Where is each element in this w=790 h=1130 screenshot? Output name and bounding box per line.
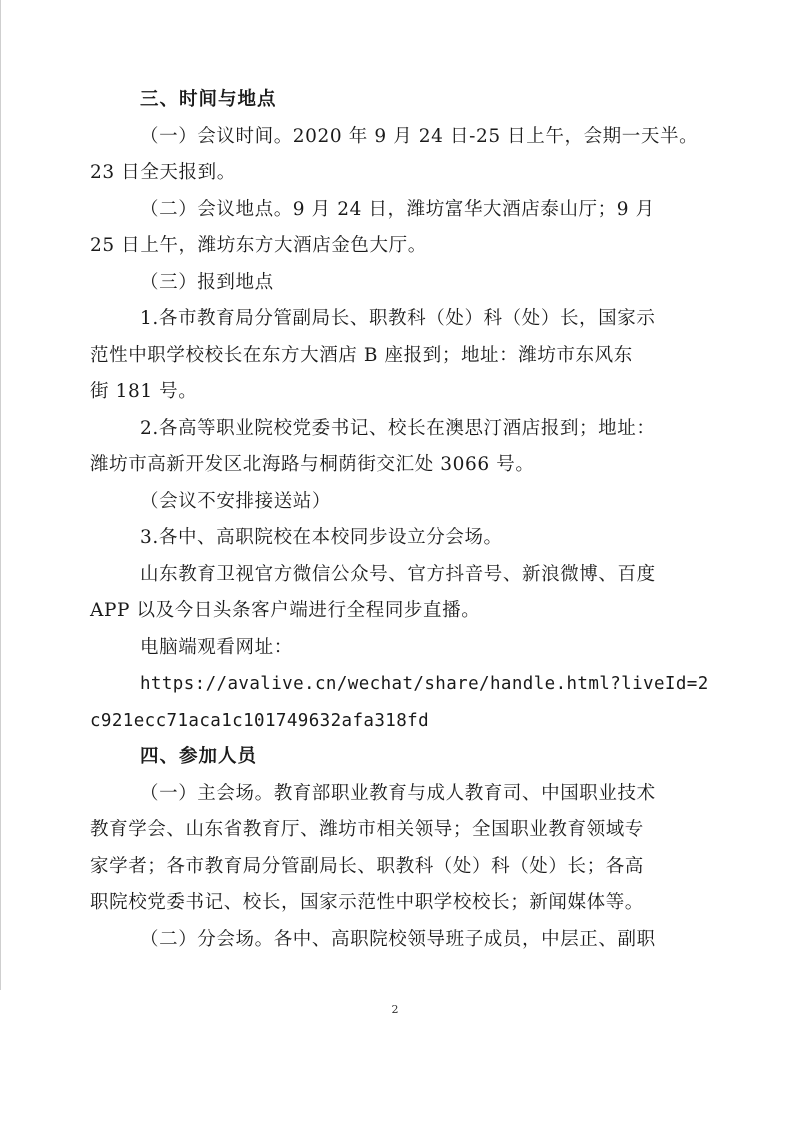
paragraph-meeting-place: （二）会议地点。9 月 24 日，潍坊富华大酒店泰山厅；9 月 25 日上午，潍坊东方大酒店金色大厅。 bbox=[90, 198, 655, 256]
pc-viewing-label: 电脑端观看网址： bbox=[140, 636, 293, 658]
page-edge-line bbox=[0, 0, 1, 990]
section-heading-participants: 四、参加人员 bbox=[140, 746, 258, 767]
paragraph-main-venue: （一）主会场。教育部职业教育与成人教育司、中国职业技术 教育学会、山东省教育厅、潍坊市相关领导；全国职业教育领域专 家学者；各市教育局分管副局长、职教科（处）科（处）长；各高 职院校党委书记、校长，国家示范性中职学校校长；新闻媒体等。 bbox=[90, 782, 656, 913]
paragraph-branch-venue: （二）分会场。各中、高职院校领导班子成员，中层正、副职 bbox=[140, 928, 656, 950]
page-number: 2 bbox=[391, 1003, 399, 1016]
paragraph-livestream: 山东教育卫视官方微信公众号、官方抖音号、新浪微博、百度 APP 以及今日头条客户端进行全程同步直播。 bbox=[90, 563, 656, 621]
section-heading-time-place: 三、时间与地点 bbox=[140, 89, 277, 110]
paragraph-registration-item-2: 2.各高等职业院校党委书记、校长在澳思汀酒店报到；地址： 潍坊市高新开发区北海路与桐荫街交汇处 3066 号。 bbox=[90, 417, 656, 475]
paragraph-meeting-time: （一）会议时间。2020 年 9 月 24 日-25 日上午，会期一天半。 23 日全天报到。 bbox=[90, 125, 699, 183]
paragraph-registration-item-3: 3.各中、高职院校在本校同步设立分会场。 bbox=[140, 527, 503, 548]
livestream-url: https://avalive.cn/wechat/share/handle.html?liveId=2 c921ecc71aca1c101749632afa318fd bbox=[90, 674, 709, 731]
document-page bbox=[90, 82, 708, 958]
no-shuttle-note: （会议不安排接送站） bbox=[140, 490, 332, 512]
registration-heading: （三）报到地点 bbox=[140, 271, 274, 293]
paragraph-registration-item-1: 1.各市教育局分管副局长、职教科（处）科（处）长，国家示 范性中职学校校长在东方大酒店 B 座报到；地址：潍坊市东风东 街 181 号。 bbox=[90, 308, 656, 402]
